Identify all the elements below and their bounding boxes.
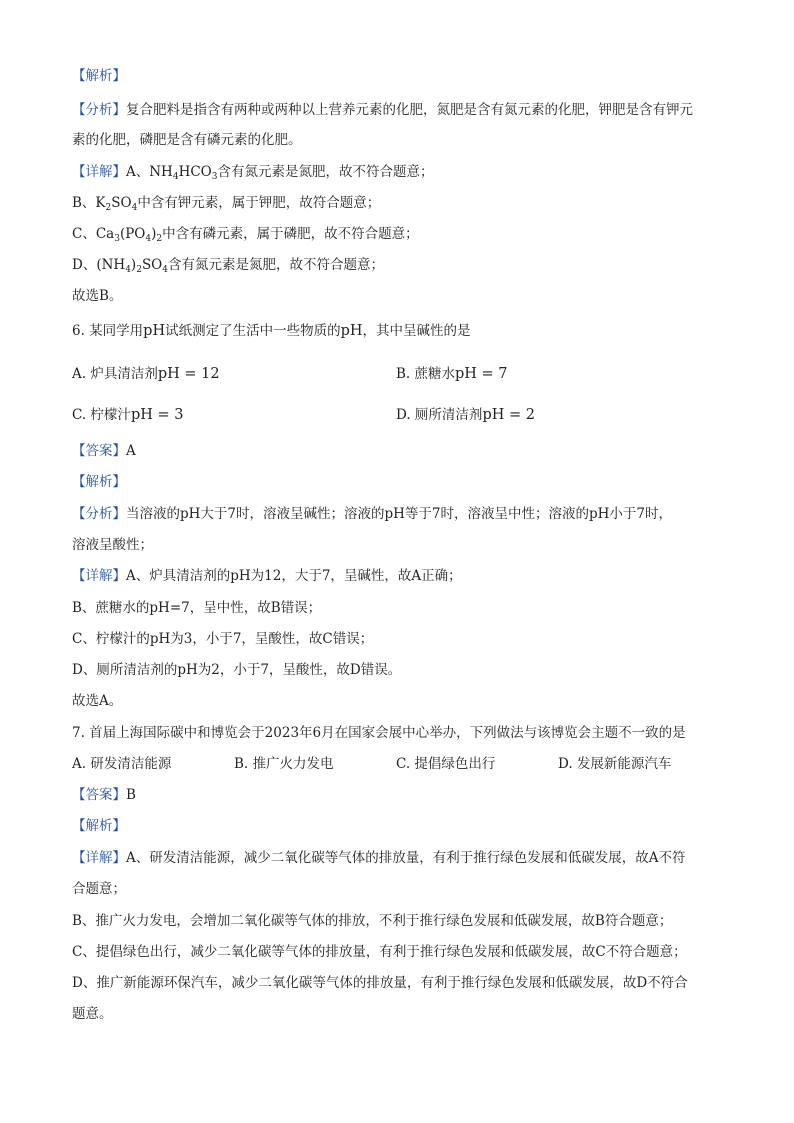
q7-stem: 7. 首届上海国际碳中和博览会于2023年6月在国家会展中心举办，下列做法与该博览会主题不一致的是 [72, 725, 686, 741]
q6-option-d: D. 厕所清洁剂pH = 2 [396, 407, 535, 423]
q5-fenxi-line2: 素的化肥，磷肥是含有磷元素的化肥。 [72, 132, 302, 148]
q7-detail-d-line1: D、推广新能源环保汽车，减少二氧化碳等气体的排放量，有利于推行绿色发展和低碳发展，故D不符合 [72, 975, 688, 991]
q6-conclusion: 故选A。 [72, 693, 123, 709]
q5-conclusion: 故选B。 [72, 288, 123, 304]
q7-option-d: D. 发展新能源汽车 [558, 756, 672, 772]
jiexi-tag: 【解析】 [72, 818, 126, 834]
q5-detail-c: C、$Ca_3(PO_4)_2$中含有磷元素，属于磷肥，故不符合题意； [72, 226, 419, 244]
xiangjie-tag: 【详解】 [72, 568, 126, 584]
fenxi-tag: 【分析】 [72, 506, 126, 522]
q7-option-b: B. 推广火力发电 [234, 756, 334, 772]
q6-option-c: C. 柠檬汁pH = 3 [72, 407, 184, 423]
answer-tag: 【答案】 [72, 787, 126, 803]
q6-analysis-header [72, 472, 722, 492]
q6-detail-a: 【详解】A、炉具清洁剂的pH为12，大于7，呈碱性，故A正确； [72, 568, 462, 584]
q7-option-c: C. 提倡绿色出行 [396, 756, 496, 772]
q5-detail-a: 【详解】A、$NH_4HCO_3$含有氮元素是氮肥，故不符合题意； [72, 164, 434, 182]
q6-detail-b: B、蔗糖水的pH=7，呈中性，故B错误； [72, 600, 322, 616]
q7-analysis-header [72, 816, 722, 836]
q7-detail-a-line2: 合题意； [72, 881, 126, 897]
xiangjie-tag: 【详解】 [72, 164, 126, 180]
q6-detail-d: D、厕所清洁剂的pH为2，小于7，呈酸性，故D错误。 [72, 662, 402, 678]
q5-detail-d: D、$(NH_4)_2SO_4$含有氮元素是氮肥，故不符合题意； [72, 257, 384, 275]
q5-analysis-header [72, 66, 722, 86]
q6-stem: 6. 某同学用pH试纸测定了生活中一些物质的pH，其中呈碱性的是 [72, 323, 471, 339]
q6-detail-c: C、柠檬汁的pH为3，小于7，呈酸性，故C错误； [72, 631, 374, 647]
jiexi-tag: 【解析】 [72, 474, 126, 490]
q6-answer: 【答案】A [72, 443, 136, 459]
q6-option-a: A. 炉具清洁剂pH = 12 [72, 366, 220, 382]
q6-fenxi-line2: 溶液呈酸性； [72, 537, 153, 553]
xiangjie-tag: 【详解】 [72, 850, 126, 866]
q7-detail-b: B、推广火力发电，会增加二氧化碳等气体的排放，不利于推行绿色发展和低碳发展，故B符合题意； [72, 913, 673, 929]
q7-detail-c: C、提倡绿色出行，减少二氧化碳等气体的排放量，有利于推行绿色发展和低碳发展，故C不符合题意； [72, 944, 687, 960]
q6-fenxi-line1: 【分析】当溶液的pH大于7时，溶液呈碱性；溶液的pH等于7时，溶液呈中性；溶液的pH小于7时， [72, 506, 673, 522]
q5-detail-b: B、$K_2SO_4$中含有钾元素，属于钾肥，故符合题意； [72, 195, 381, 213]
q6-option-b: B. 蔗糖水pH = 7 [396, 366, 508, 382]
fenxi-tag: 【分析】 [72, 102, 126, 118]
answer-tag: 【答案】 [72, 443, 126, 459]
q5-fenxi-line1: 【分析】复合肥料是指含有两种或两种以上营养元素的化肥，氮肥是含有氮元素的化肥，钾肥是含有钾元 [72, 102, 693, 118]
q7-detail-d-line2: 题意。 [72, 1006, 113, 1022]
q7-answer: 【答案】B [72, 787, 136, 803]
jiexi-tag: 【解析】 [72, 68, 126, 84]
q7-option-a: A. 研发清洁能源 [72, 756, 172, 772]
q7-detail-a-line1: 【详解】A、研发清洁能源，减少二氧化碳等气体的排放量，有利于推行绿色发展和低碳发展，故A不符 [72, 850, 686, 866]
